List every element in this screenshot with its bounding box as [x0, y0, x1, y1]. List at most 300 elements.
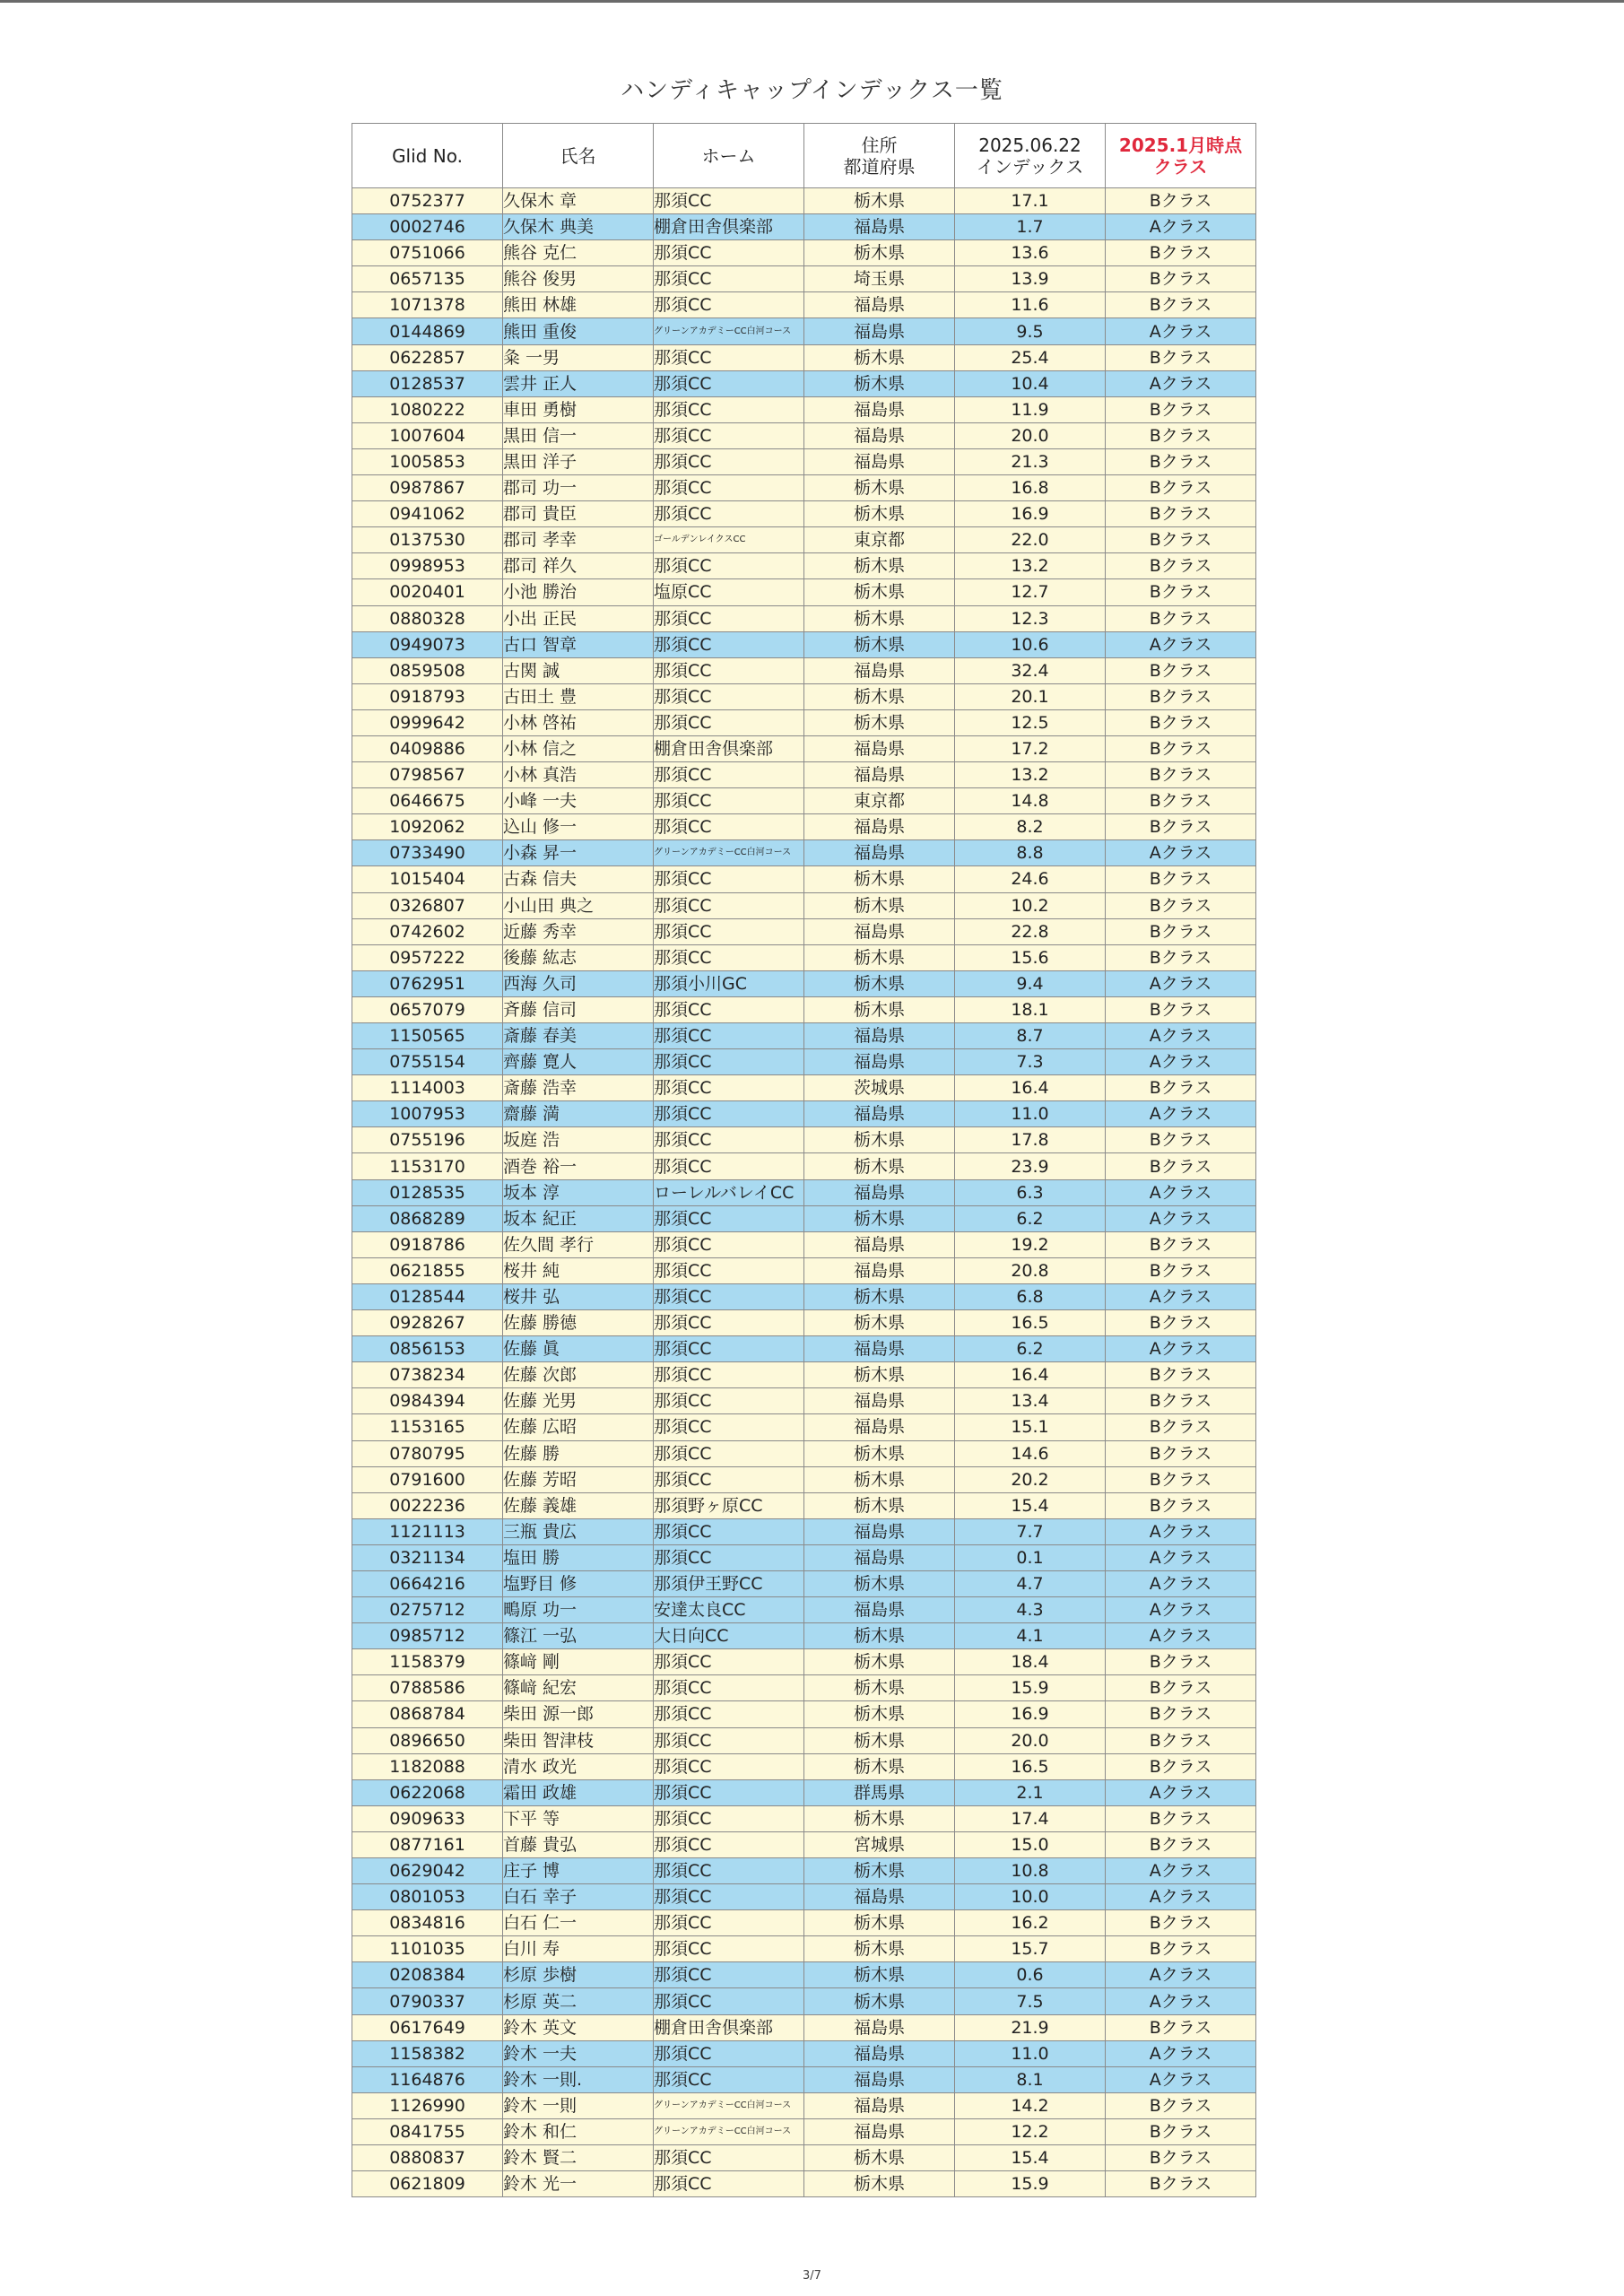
table-row — [352, 762, 1256, 788]
home-club-cell: 那須CC — [654, 2066, 804, 2092]
glid-number-cell: 0275712 — [352, 1597, 503, 1623]
class-cell: Bクラス — [1106, 1127, 1256, 1153]
class-cell: Bクラス — [1106, 1492, 1256, 1518]
glid-number-cell: 0999642 — [352, 709, 503, 735]
member-name-cell: 黒田 洋子 — [503, 448, 654, 474]
class-cell: Bクラス — [1106, 448, 1256, 474]
col-header-pref-line2: 都道府県 — [843, 155, 916, 178]
member-name-cell: 桜井 純 — [503, 1257, 654, 1283]
glid-number-cell: 0622857 — [352, 344, 503, 370]
prefecture-cell: 栃木県 — [804, 240, 955, 266]
member-name-cell: 首藤 貴弘 — [503, 1831, 654, 1857]
prefecture-cell: 栃木県 — [804, 709, 955, 735]
home-club-cell: 那須CC — [654, 1936, 804, 1962]
col-header-home: ホーム — [654, 124, 804, 188]
glid-number-cell: 0918793 — [352, 683, 503, 709]
prefecture-cell: 栃木県 — [804, 631, 955, 657]
glid-number-cell: 0877161 — [352, 1831, 503, 1857]
handicap-index-cell: 10.4 — [955, 370, 1106, 396]
handicap-index-cell: 15.1 — [955, 1414, 1106, 1440]
glid-number-cell: 1015404 — [352, 866, 503, 892]
member-name-cell: 霜田 政雄 — [503, 1779, 654, 1805]
prefecture-cell: 宮城県 — [804, 1831, 955, 1857]
handicap-index-cell: 17.8 — [955, 1127, 1106, 1153]
home-club-cell: グリーンアカデミーCC白河コース — [654, 2092, 804, 2118]
prefecture-cell: 栃木県 — [804, 370, 955, 396]
table-row — [352, 1153, 1256, 1179]
prefecture-cell: 福島県 — [804, 814, 955, 840]
handicap-index-cell: 16.4 — [955, 1362, 1106, 1388]
col-header-class-line2: クラス — [1153, 155, 1208, 178]
table-row — [352, 2145, 1256, 2171]
home-club-cell: 塩原CC — [654, 579, 804, 605]
prefecture-cell: 栃木県 — [804, 1649, 955, 1675]
class-cell: Bクラス — [1106, 1075, 1256, 1101]
class-cell: Bクラス — [1106, 2092, 1256, 2118]
member-name-cell: 鈴木 賢二 — [503, 2145, 654, 2171]
home-club-cell: 那須CC — [654, 1127, 804, 1153]
handicap-index-cell: 15.0 — [955, 1831, 1106, 1857]
home-club-cell: グリーンアカデミーCC白河コース — [654, 318, 804, 344]
class-cell: Aクラス — [1106, 1858, 1256, 1884]
handicap-index-cell: 13.9 — [955, 266, 1106, 292]
prefecture-cell: 栃木県 — [804, 1440, 955, 1466]
table-row — [352, 1257, 1256, 1283]
member-name-cell: 車田 勇樹 — [503, 396, 654, 422]
glid-number-cell: 1153170 — [352, 1153, 503, 1179]
glid-number-cell: 0801053 — [352, 1884, 503, 1910]
table-row — [352, 1597, 1256, 1623]
prefecture-cell: 栃木県 — [804, 1362, 955, 1388]
member-name-cell: 白川 寿 — [503, 1936, 654, 1962]
table-row — [352, 1179, 1256, 1205]
glid-number-cell: 0137530 — [352, 527, 503, 553]
handicap-index-cell: 13.2 — [955, 762, 1106, 788]
handicap-index-cell: 6.3 — [955, 1179, 1106, 1205]
glid-number-cell: 0621855 — [352, 1257, 503, 1283]
class-cell: Bクラス — [1106, 762, 1256, 788]
class-cell: Aクラス — [1106, 1023, 1256, 1049]
class-cell: Bクラス — [1106, 1231, 1256, 1257]
class-cell: Aクラス — [1106, 1179, 1256, 1205]
class-cell: Aクラス — [1106, 970, 1256, 996]
glid-number-cell: 0859508 — [352, 657, 503, 683]
member-name-cell: 近藤 秀幸 — [503, 918, 654, 944]
handicap-index-cell: 22.0 — [955, 527, 1106, 553]
class-cell: Bクラス — [1106, 814, 1256, 840]
glid-number-cell: 1007604 — [352, 422, 503, 448]
home-club-cell: 那須CC — [654, 2040, 804, 2066]
member-name-cell: 篠江 一弘 — [503, 1623, 654, 1649]
table-row — [352, 605, 1256, 631]
member-name-cell: 佐藤 義雄 — [503, 1492, 654, 1518]
handicap-index-cell: 21.9 — [955, 2014, 1106, 2040]
glid-number-cell: 1114003 — [352, 1075, 503, 1101]
home-club-cell: 那須CC — [654, 396, 804, 422]
member-name-cell: 清水 政光 — [503, 1753, 654, 1779]
class-cell: Aクラス — [1106, 214, 1256, 240]
prefecture-cell: 栃木県 — [804, 501, 955, 527]
member-name-cell: 柴田 源一郎 — [503, 1701, 654, 1727]
member-name-cell: 鴫原 功一 — [503, 1597, 654, 1623]
table-row — [352, 396, 1256, 422]
class-cell: Bクラス — [1106, 1440, 1256, 1466]
handicap-index-cell: 2.1 — [955, 1779, 1106, 1805]
glid-number-cell: 0896650 — [352, 1727, 503, 1753]
prefecture-cell: 茨城県 — [804, 1075, 955, 1101]
handicap-index-cell: 11.0 — [955, 2040, 1106, 2066]
glid-number-cell: 0841755 — [352, 2118, 503, 2144]
table-row — [352, 1466, 1256, 1492]
member-name-cell: 鈴木 一則. — [503, 2066, 654, 2092]
table-row — [352, 422, 1256, 448]
class-cell: Bクラス — [1106, 1466, 1256, 1492]
handicap-index-cell: 7.5 — [955, 1988, 1106, 2014]
class-cell: Bクラス — [1106, 1362, 1256, 1388]
prefecture-cell: 栃木県 — [804, 1310, 955, 1336]
glid-number-cell: 0617649 — [352, 2014, 503, 2040]
member-name-cell: 佐藤 光男 — [503, 1388, 654, 1414]
home-club-cell: 那須CC — [654, 448, 804, 474]
class-cell: Bクラス — [1106, 527, 1256, 553]
member-name-cell: 郡司 祥久 — [503, 553, 654, 579]
table-row — [352, 1544, 1256, 1570]
prefecture-cell: 福島県 — [804, 1544, 955, 1570]
glid-number-cell: 0326807 — [352, 892, 503, 918]
handicap-index-cell: 0.1 — [955, 1544, 1106, 1570]
member-name-cell: 齋藤 満 — [503, 1101, 654, 1127]
glid-number-cell: 0941062 — [352, 501, 503, 527]
home-club-cell: 那須小川GC — [654, 970, 804, 996]
glid-number-cell: 0144869 — [352, 318, 503, 344]
handicap-index-cell: 13.2 — [955, 553, 1106, 579]
member-name-cell: 熊田 重俊 — [503, 318, 654, 344]
handicap-index-cell: 15.6 — [955, 944, 1106, 970]
home-club-cell: 那須CC — [654, 1101, 804, 1127]
glid-number-cell: 0755196 — [352, 1127, 503, 1153]
table-row — [352, 1910, 1256, 1936]
glid-number-cell: 0733490 — [352, 840, 503, 866]
table-row — [352, 2040, 1256, 2066]
handicap-index-cell: 21.3 — [955, 448, 1106, 474]
table-row — [352, 1779, 1256, 1805]
prefecture-cell: 栃木県 — [804, 1727, 955, 1753]
glid-number-cell: 0790337 — [352, 1988, 503, 2014]
class-cell: Aクラス — [1106, 1623, 1256, 1649]
table-row — [352, 370, 1256, 396]
col-header-index — [955, 124, 1106, 188]
handicap-index-cell: 10.6 — [955, 631, 1106, 657]
table-row — [352, 1831, 1256, 1857]
handicap-index-cell: 12.2 — [955, 2118, 1106, 2144]
prefecture-cell: 栃木県 — [804, 553, 955, 579]
home-club-cell: 那須CC — [654, 1257, 804, 1283]
home-club-cell: 那須CC — [654, 188, 804, 214]
glid-number-cell: 0751066 — [352, 240, 503, 266]
handicap-index-cell: 8.8 — [955, 840, 1106, 866]
table-row — [352, 1205, 1256, 1231]
table-row — [352, 996, 1256, 1022]
glid-number-cell: 0738234 — [352, 1362, 503, 1388]
class-cell: Bクラス — [1106, 240, 1256, 266]
table-row — [352, 240, 1256, 266]
glid-number-cell: 1071378 — [352, 292, 503, 318]
prefecture-cell: 栃木県 — [804, 1466, 955, 1492]
home-club-cell: 那須伊王野CC — [654, 1570, 804, 1596]
class-cell: Bクラス — [1106, 1701, 1256, 1727]
class-cell: Aクラス — [1106, 1597, 1256, 1623]
col-header-pref-line1: 住所 — [861, 134, 898, 156]
member-name-cell: 小池 勝治 — [503, 579, 654, 605]
table-row — [352, 814, 1256, 840]
member-name-cell: 古森 信夫 — [503, 866, 654, 892]
prefecture-cell: 栃木県 — [804, 1858, 955, 1884]
home-club-cell: 那須CC — [654, 709, 804, 735]
handicap-index-cell: 16.8 — [955, 475, 1106, 501]
handicap-index-cell: 15.9 — [955, 1675, 1106, 1701]
table-row — [352, 2092, 1256, 2118]
home-club-cell: 那須CC — [654, 1544, 804, 1570]
member-name-cell: 小山田 典之 — [503, 892, 654, 918]
glid-number-cell: 0780795 — [352, 1440, 503, 1466]
class-cell: Bクラス — [1106, 657, 1256, 683]
home-club-cell: 那須CC — [654, 631, 804, 657]
prefecture-cell: 栃木県 — [804, 579, 955, 605]
home-club-cell: 那須CC — [654, 1518, 804, 1544]
member-name-cell: 熊谷 俊男 — [503, 266, 654, 292]
prefecture-cell: 栃木県 — [804, 1492, 955, 1518]
home-club-cell: 那須CC — [654, 1805, 804, 1831]
table-row — [352, 1231, 1256, 1257]
member-name-cell: 齊藤 寛人 — [503, 1049, 654, 1075]
glid-number-cell: 1164876 — [352, 2066, 503, 2092]
prefecture-cell: 福島県 — [804, 1179, 955, 1205]
member-name-cell: 熊田 林雄 — [503, 292, 654, 318]
class-cell: Bクラス — [1106, 1831, 1256, 1857]
handicap-index-cell: 8.1 — [955, 2066, 1106, 2092]
glid-number-cell: 0002746 — [352, 214, 503, 240]
home-club-cell: 那須CC — [654, 422, 804, 448]
table-row — [352, 1023, 1256, 1049]
scan-top-edge — [0, 0, 1624, 3]
handicap-index-cell: 11.6 — [955, 292, 1106, 318]
class-cell: Aクラス — [1106, 840, 1256, 866]
prefecture-cell: 福島県 — [804, 1023, 955, 1049]
table-row — [352, 1570, 1256, 1596]
glid-number-cell: 0657135 — [352, 266, 503, 292]
home-club-cell: 那須CC — [654, 683, 804, 709]
prefecture-cell: 東京都 — [804, 527, 955, 553]
home-club-cell: 那須CC — [654, 1231, 804, 1257]
class-cell: Bクラス — [1106, 944, 1256, 970]
class-cell: Aクラス — [1106, 2040, 1256, 2066]
handicap-index-cell: 32.4 — [955, 657, 1106, 683]
class-cell: Bクラス — [1106, 1388, 1256, 1414]
home-club-cell: 那須CC — [654, 1727, 804, 1753]
member-name-cell: 杉原 歩樹 — [503, 1962, 654, 1988]
glid-number-cell: 0409886 — [352, 735, 503, 761]
class-cell: Bクラス — [1106, 918, 1256, 944]
class-cell: Bクラス — [1106, 1753, 1256, 1779]
member-name-cell: 佐藤 芳昭 — [503, 1466, 654, 1492]
handicap-index-cell: 10.8 — [955, 1858, 1106, 1884]
class-cell: Bクラス — [1106, 2118, 1256, 2144]
table-row — [352, 918, 1256, 944]
prefecture-cell: 栃木県 — [804, 1962, 955, 1988]
home-club-cell: 那須CC — [654, 2145, 804, 2171]
col-header-index-line1: 2025.06.22 — [978, 134, 1081, 156]
class-cell: Aクラス — [1106, 318, 1256, 344]
glid-number-cell: 0321134 — [352, 1544, 503, 1570]
handicap-index-cell: 11.9 — [955, 396, 1106, 422]
class-cell: Bクラス — [1106, 1649, 1256, 1675]
member-name-cell: 坂本 淳 — [503, 1179, 654, 1205]
glid-number-cell: 0868784 — [352, 1701, 503, 1727]
member-name-cell: 佐藤 勝德 — [503, 1310, 654, 1336]
member-name-cell: 小森 昇一 — [503, 840, 654, 866]
col-header-index-line2: インデックス — [976, 155, 1084, 178]
member-name-cell: 郡司 功一 — [503, 475, 654, 501]
handicap-index-cell: 15.9 — [955, 2171, 1106, 2197]
class-cell: Bクラス — [1106, 292, 1256, 318]
table-row — [352, 1884, 1256, 1910]
prefecture-cell: 福島県 — [804, 448, 955, 474]
class-cell: Bクラス — [1106, 1257, 1256, 1283]
class-cell: Aクラス — [1106, 1336, 1256, 1362]
table-row — [352, 657, 1256, 683]
handicap-index-cell: 15.4 — [955, 2145, 1106, 2171]
home-club-cell: 那須CC — [654, 1753, 804, 1779]
class-cell: Bクラス — [1106, 266, 1256, 292]
glid-number-cell: 1150565 — [352, 1023, 503, 1049]
handicap-index-cell: 6.2 — [955, 1336, 1106, 1362]
home-club-cell: 那須CC — [654, 814, 804, 840]
class-cell: Aクラス — [1106, 1518, 1256, 1544]
home-club-cell: 那須CC — [654, 996, 804, 1022]
prefecture-cell: 栃木県 — [804, 1805, 955, 1831]
table-row — [352, 1701, 1256, 1727]
col-header-pref — [804, 124, 955, 188]
home-club-cell: 那須CC — [654, 266, 804, 292]
home-club-cell: 大日向CC — [654, 1623, 804, 1649]
table-row — [352, 1858, 1256, 1884]
member-name-cell: 坂本 紀正 — [503, 1205, 654, 1231]
glid-number-cell: 0985712 — [352, 1623, 503, 1649]
handicap-index-cell: 19.2 — [955, 1231, 1106, 1257]
home-club-cell: 那須CC — [654, 344, 804, 370]
table-row — [352, 2118, 1256, 2144]
table-row — [352, 1649, 1256, 1675]
table-row — [352, 527, 1256, 553]
table-row — [352, 1675, 1256, 1701]
class-cell: Aクラス — [1106, 631, 1256, 657]
class-cell: Bクラス — [1106, 788, 1256, 814]
table-row — [352, 1310, 1256, 1336]
member-name-cell: 佐藤 勝 — [503, 1440, 654, 1466]
prefecture-cell: 福島県 — [804, 2092, 955, 2118]
class-cell: Bクラス — [1106, 1310, 1256, 1336]
handicap-index-cell: 14.6 — [955, 1440, 1106, 1466]
member-name-cell: 古口 智章 — [503, 631, 654, 657]
table-row — [352, 866, 1256, 892]
glid-number-cell: 0755154 — [352, 1049, 503, 1075]
class-cell: Bクラス — [1106, 2014, 1256, 2040]
table-row — [352, 892, 1256, 918]
home-club-cell: 那須CC — [654, 944, 804, 970]
glid-number-cell: 1153165 — [352, 1414, 503, 1440]
col-header-class — [1106, 124, 1256, 188]
class-cell: Bクラス — [1106, 1153, 1256, 1179]
table-row — [352, 448, 1256, 474]
handicap-index-cell: 15.7 — [955, 1936, 1106, 1962]
table-row — [352, 1049, 1256, 1075]
glid-number-cell: 0629042 — [352, 1858, 503, 1884]
handicap-index-cell: 1.7 — [955, 214, 1106, 240]
col-header-name: 氏名 — [503, 124, 654, 188]
table-row — [352, 944, 1256, 970]
member-name-cell: 粂 一男 — [503, 344, 654, 370]
glid-number-cell: 0128537 — [352, 370, 503, 396]
member-name-cell: 酒巻 裕一 — [503, 1153, 654, 1179]
handicap-index-cell: 13.4 — [955, 1388, 1106, 1414]
glid-number-cell: 0987867 — [352, 475, 503, 501]
prefecture-cell: 福島県 — [804, 2066, 955, 2092]
member-name-cell: 鈴木 和仁 — [503, 2118, 654, 2144]
member-name-cell: 久保木 章 — [503, 188, 654, 214]
home-club-cell: 那須CC — [654, 501, 804, 527]
class-cell: Aクラス — [1106, 1570, 1256, 1596]
prefecture-cell: 群馬県 — [804, 1779, 955, 1805]
prefecture-cell: 福島県 — [804, 1257, 955, 1283]
class-cell: Bクラス — [1106, 1936, 1256, 1962]
home-club-cell: 那須CC — [654, 1988, 804, 2014]
col-header-class-line1: 2025.1月時点 — [1118, 134, 1243, 156]
home-club-cell: 那須CC — [654, 1858, 804, 1884]
handicap-index-cell: 15.4 — [955, 1492, 1106, 1518]
member-name-cell: 佐藤 広昭 — [503, 1414, 654, 1440]
prefecture-cell: 福島県 — [804, 1336, 955, 1362]
handicap-index-cell: 16.5 — [955, 1310, 1106, 1336]
glid-number-cell: 0909633 — [352, 1805, 503, 1831]
member-name-cell: 塩田 勝 — [503, 1544, 654, 1570]
handicap-index-cell: 10.0 — [955, 1884, 1106, 1910]
glid-number-cell: 1092062 — [352, 814, 503, 840]
class-cell: Bクラス — [1106, 683, 1256, 709]
class-cell: Aクラス — [1106, 2066, 1256, 2092]
home-club-cell: 那須CC — [654, 866, 804, 892]
handicap-index-cell: 16.9 — [955, 501, 1106, 527]
class-cell: Aクラス — [1106, 1884, 1256, 1910]
glid-number-cell: 0788586 — [352, 1675, 503, 1701]
handicap-table — [352, 123, 1256, 2197]
member-name-cell: 三瓶 貴広 — [503, 1518, 654, 1544]
class-cell: Bクラス — [1106, 501, 1256, 527]
member-name-cell: 白石 幸子 — [503, 1884, 654, 1910]
home-club-cell: グリーンアカデミーCC白河コース — [654, 840, 804, 866]
prefecture-cell: 栃木県 — [804, 1675, 955, 1701]
page-number: 3/7 — [803, 2269, 821, 2283]
glid-number-cell: 0664216 — [352, 1570, 503, 1596]
prefecture-cell: 福島県 — [804, 1388, 955, 1414]
handicap-index-cell: 20.1 — [955, 683, 1106, 709]
col-header-gid: Glid No. — [352, 124, 503, 188]
home-club-cell: 棚倉田舎倶楽部 — [654, 2014, 804, 2040]
home-club-cell: 那須CC — [654, 1075, 804, 1101]
member-name-cell: 佐藤 次郎 — [503, 1362, 654, 1388]
home-club-cell: 那須CC — [654, 762, 804, 788]
handicap-index-cell: 7.7 — [955, 1518, 1106, 1544]
prefecture-cell: 栃木県 — [804, 1936, 955, 1962]
